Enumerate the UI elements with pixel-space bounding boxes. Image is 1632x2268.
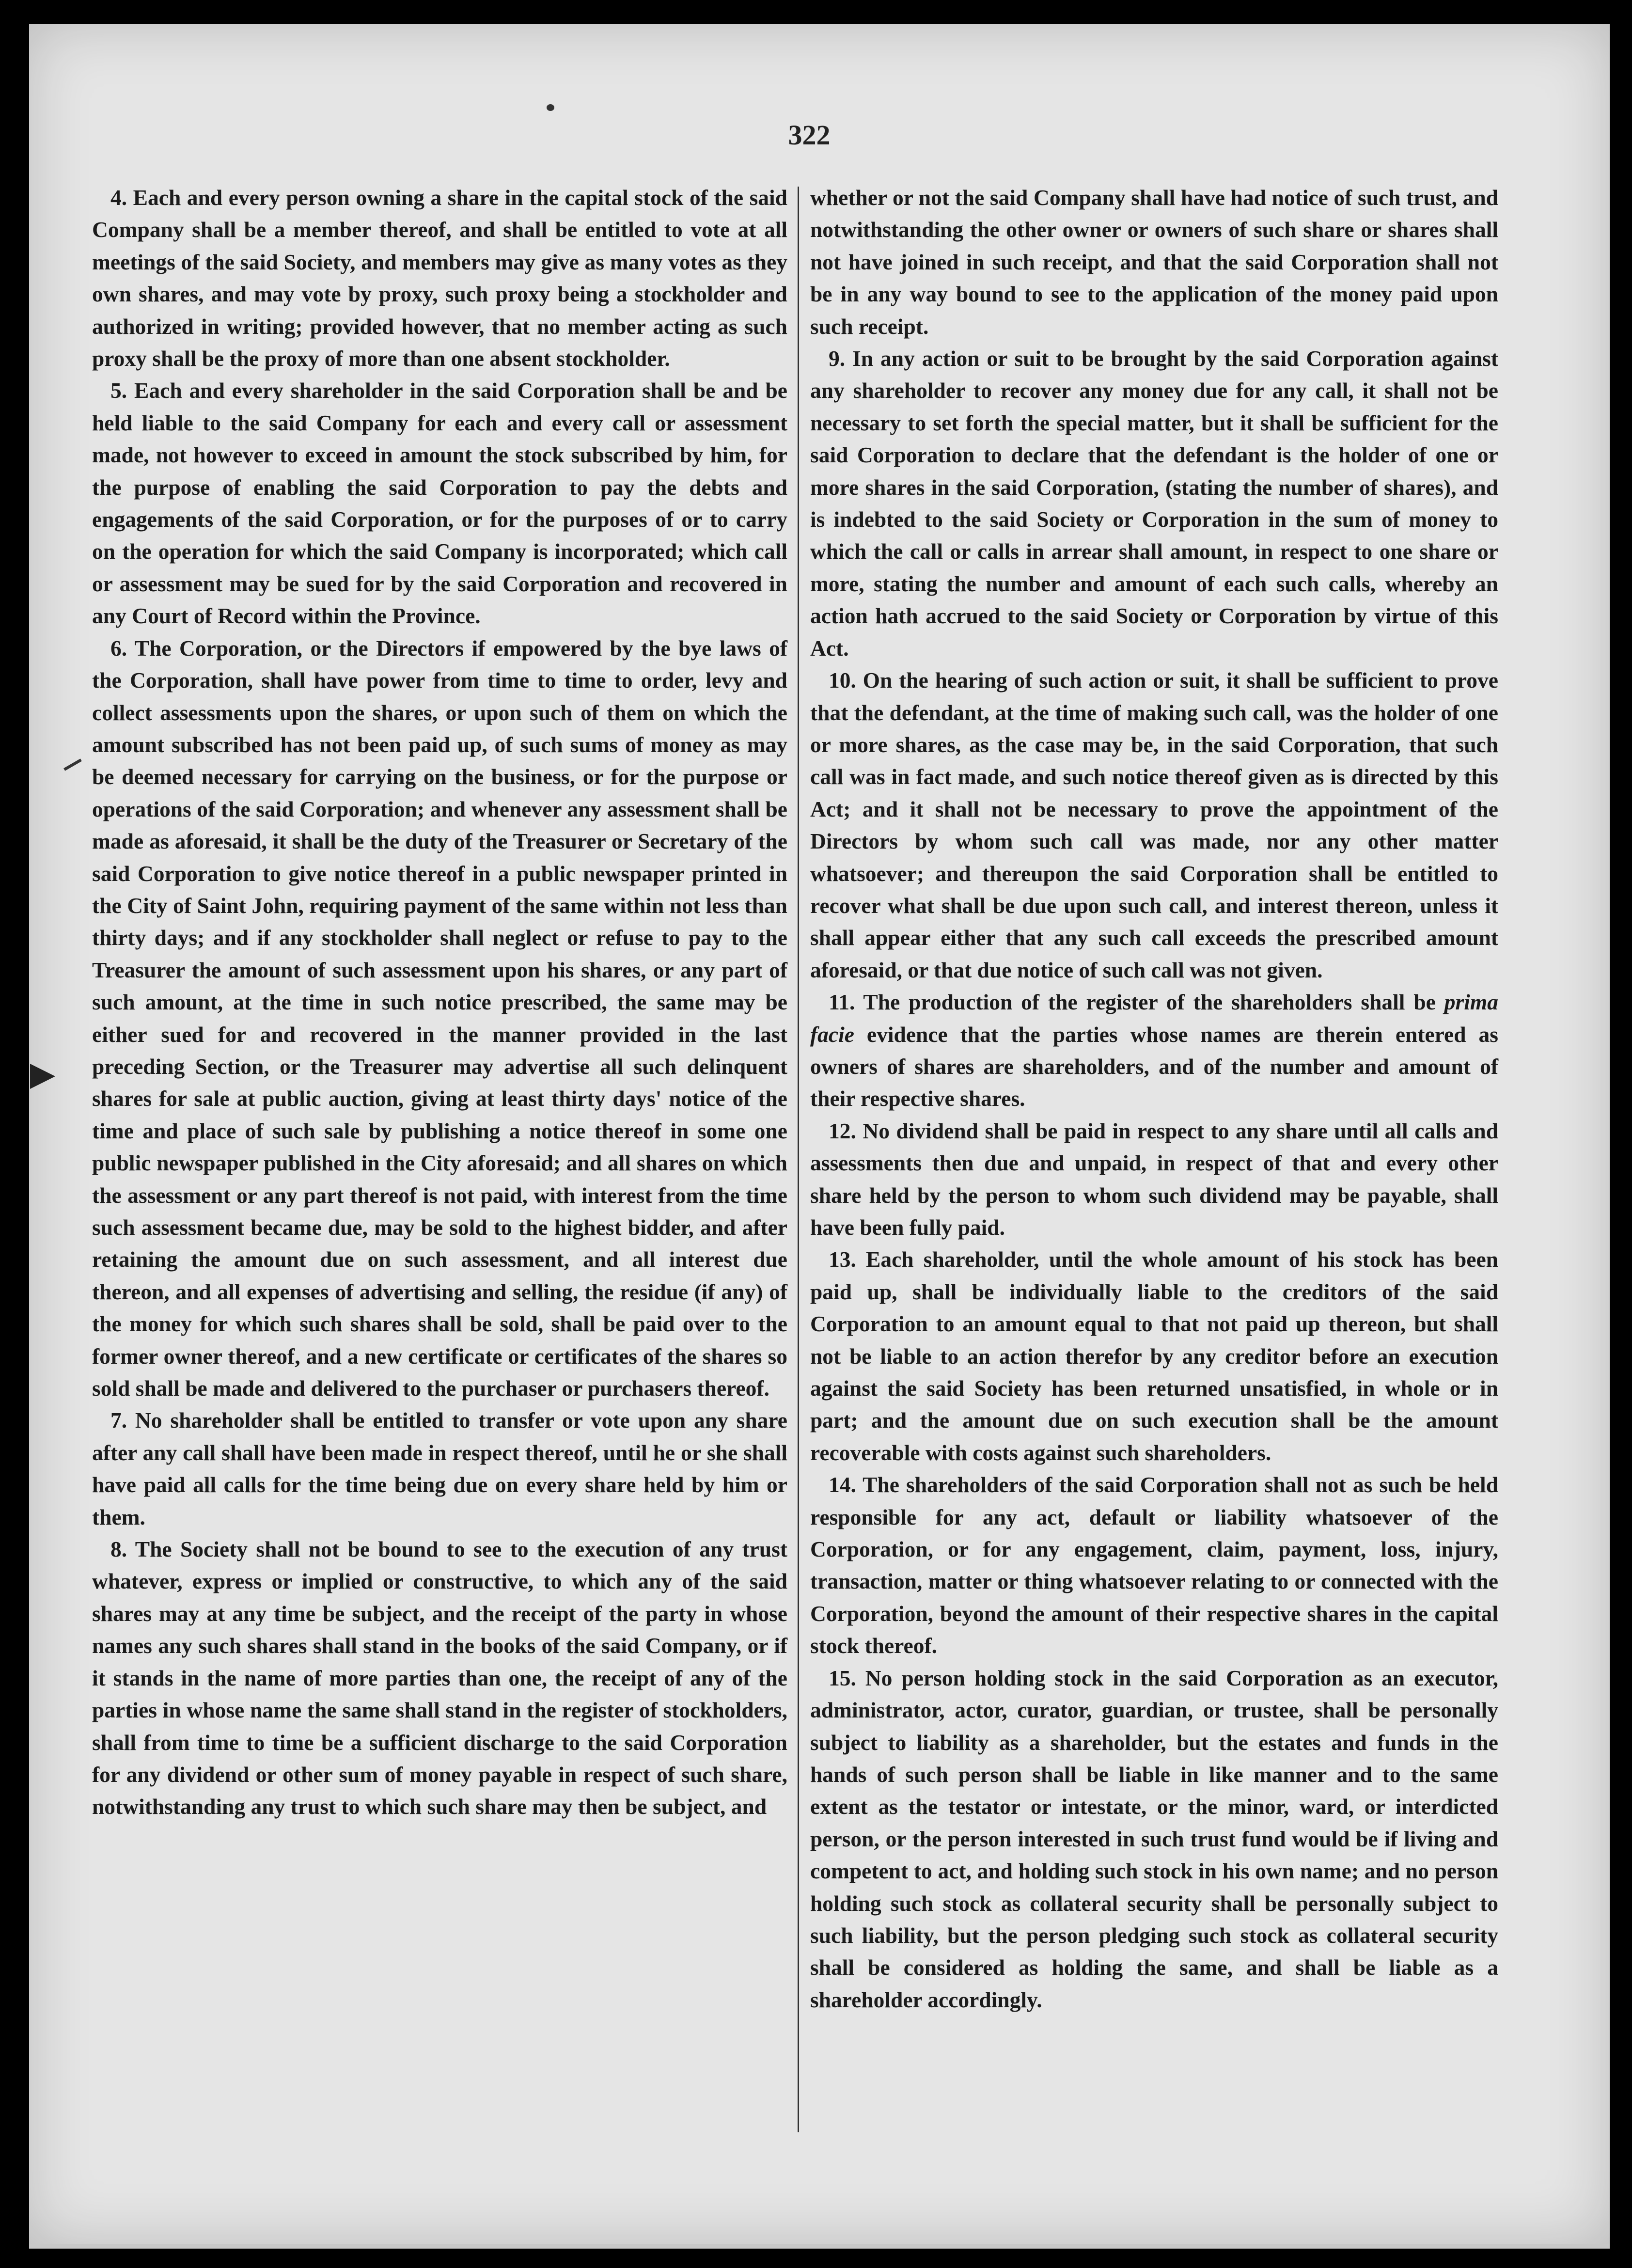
section-11-text-a: 11. The production of the register of the shareholders shall be — [829, 990, 1444, 1015]
section-11-text-b: evidence that the parties whose names are therein entered as owners of shares are shareholders, and of the number and amount of their respective shares. — [810, 1022, 1498, 1111]
section-10: 10. On the hearing of such action or suit, it shall be sufficient to prove that the defendant, at the time of making such call, was the holder of one or more shares, as the case may be, in the said Corporation, that such call was in fact made, and such notice thereof given as is directed by this Act; and it shall not be necessary to prove the appointment of the Directors by whom such call was made, nor any other matter whatsoever; and thereupon the said Corporation shall be entitled to recover what shall be due upon such call, and interest thereon, unless it shall appear either that any such call exceeds the prescribed amount aforesaid, or that due notice of such call was not given. — [810, 668, 1498, 982]
section-7: 7. No shareholder shall be entitled to transfer or vote upon any share after any call shall have been made in respect thereof, until he or she shall have paid all calls for the time being due on every share held by him or them. — [92, 1408, 787, 1529]
section-5: 5. Each and every shareholder in the said Corporation shall be and be held liable to the said Company for each and every call or assessment made, not however to exceed in amount the stock subscribed by him, for the purpose of enabling the said Corporation to pay the debts and engagements of the said Corporation, or for the purposes of or to carry on the operation for which the said Company is incorporated; which call or assessment may be sued for by the said Corporation and recovered in any Court of Record within the Province. — [92, 378, 787, 629]
ink-speck — [547, 104, 554, 111]
margin-arrow-mark — [30, 1064, 55, 1089]
section-9: 9. In any action or suit to be brought by the said Corporation against any shareholder to recover any money due for any call, it shall not be necessary to set forth the special matter, but it shall be sufficient for the said Corporation to declare that the defendant is the holder of one or more shares in the said Corporation, (stating the number of shares), and is indebted to the said Society or Corporation in the sum of money to which the call or calls in arrear shall amount, in respect to one share or more, stating the number and amount of each such calls, whereby an action hath accrued to the said Society or Corporation by virtue of this Act. — [810, 346, 1498, 661]
section-13: 13. Each shareholder, until the whole amount of his stock has been paid up, shall be individually liable to the creditors of the said Corporation to an amount equal to that not paid up thereon, but shall not be liable to an action therefor by any creditor before an execution against the said Society has been returned unsatisfied, in whole or in part; and the amount due on such execution shall be the amount recoverable with costs against such shareholders. — [810, 1247, 1498, 1465]
section-11-italic: prima facie — [810, 990, 1498, 1047]
section-8: 8. The Society shall not be bound to see to the execution of any trust whatever, express or implied or constructive, to which any of the said shares may at any time be subject, and the receipt of the party in whose names any such shares shall stand in the books of the said Company, or if it stands in the name of more parties than one, the receipt of any of the parties in whose name the same shall stand in the register of stockholders, shall from time to time be a sufficient discharge to the said Corporation for any dividend or other sum of money payable in respect of such share, notwithstanding any trust to which such share may then be subject, and — [92, 1537, 787, 1819]
section-6: 6. The Corporation, or the Directors if empowered by the bye laws of the Corporation, shall have power from time to time to order, levy and collect assessments upon the shares, or upon such of them on which the amount subscribed has not been paid up, of such sums of money as may be deemed necessary for carrying on the business, or for the purpose or operations of the said Corporation; and whenever any assessment shall be made as aforesaid, it shall be the duty of the Treasurer or Secretary of the said Corporation to give notice thereof in a public newspaper printed in the City of Saint John, requiring payment of the same within not less than thirty days; and if any stockholder shall neglect or refuse to pay to the Treasurer the amount of such assessment upon his shares, or any part of such amount, at the time in such notice prescribed, the same may be either sued for and recovered in the manner provided in the last preceding Section, or the Treasurer may advertise all such delinquent shares for sale at public auction, giving at least thirty days' notice of the time and place of such sale by publishing a notice thereof in some one public newspaper published in the City aforesaid; and all shares on which the assessment or any part thereof is not paid, with interest from the time such assessment became due, may be sold to the highest bidder, and after retaining the amount due on such assessment, and all interest due thereon, and all expenses of advertising and selling, the residue (if any) of the money for which such shares shall be sold, shall be paid over to the former owner thereof, and a new certificate or certificates of the shares so sold shall be made and delivered to the purchaser or purchasers thereof. — [92, 635, 787, 1401]
section-12: 12. No dividend shall be paid in respect to any share until all calls and assessments then due and unpaid, in respect of that and every other share held by the person to whom such dividend may be payable, shall have been fully paid. — [810, 1118, 1498, 1240]
left-column — [92, 182, 787, 1823]
section-14: 14. The shareholders of the said Corporation shall not as such be held responsible for any act, default or liability whatsoever of the Corporation, or for any engagement, claim, payment, loss, injury, transaction, matter or thing whatsoever relating to or connected with the Corporation, beyond the amount of their respective shares in the capital stock thereof. — [810, 1472, 1498, 1658]
section-8-continued: whether or not the said Company shall have had notice of such trust, and notwithstanding the other owner or owners of such share or shares shall not have joined in such receipt, and that the said Corporation shall not be in any way bound to see to the application of the money paid upon such receipt. — [810, 185, 1498, 339]
column-divider — [798, 187, 799, 2132]
section-11 — [810, 986, 1498, 1115]
page-number: 322 — [788, 119, 831, 151]
section-15: 15. No person holding stock in the said Corporation as an executor, administrator, actor, curator, guardian, or trustee, shall be personally subject to liability as a shareholder, but the estates and funds in the hands of such person shall be liable in like manner and to the same extent as the testator or intestate, or the minor, ward, or interdicted person, or the person interested in such trust fund would be if living and competent to act, and holding such stock in his own name; and no person holding such stock as collateral security shall be personally subject to such liability, but the person pledging such stock as collateral security shall be considered as holding the same, and shall be liable as a shareholder accordingly. — [810, 1665, 1498, 2012]
section-4: 4. Each and every person owning a share in the capital stock of the said Company shall be a member thereof, and shall be entitled to vote at all meetings of the said Society, and members may give as many votes as they own shares, and may vote by proxy, such proxy being a stockholder and authorized in writing; provided however, that no member acting as such proxy shall be the proxy of more than one absent stockholder. — [92, 185, 787, 371]
right-column — [810, 182, 1498, 2016]
